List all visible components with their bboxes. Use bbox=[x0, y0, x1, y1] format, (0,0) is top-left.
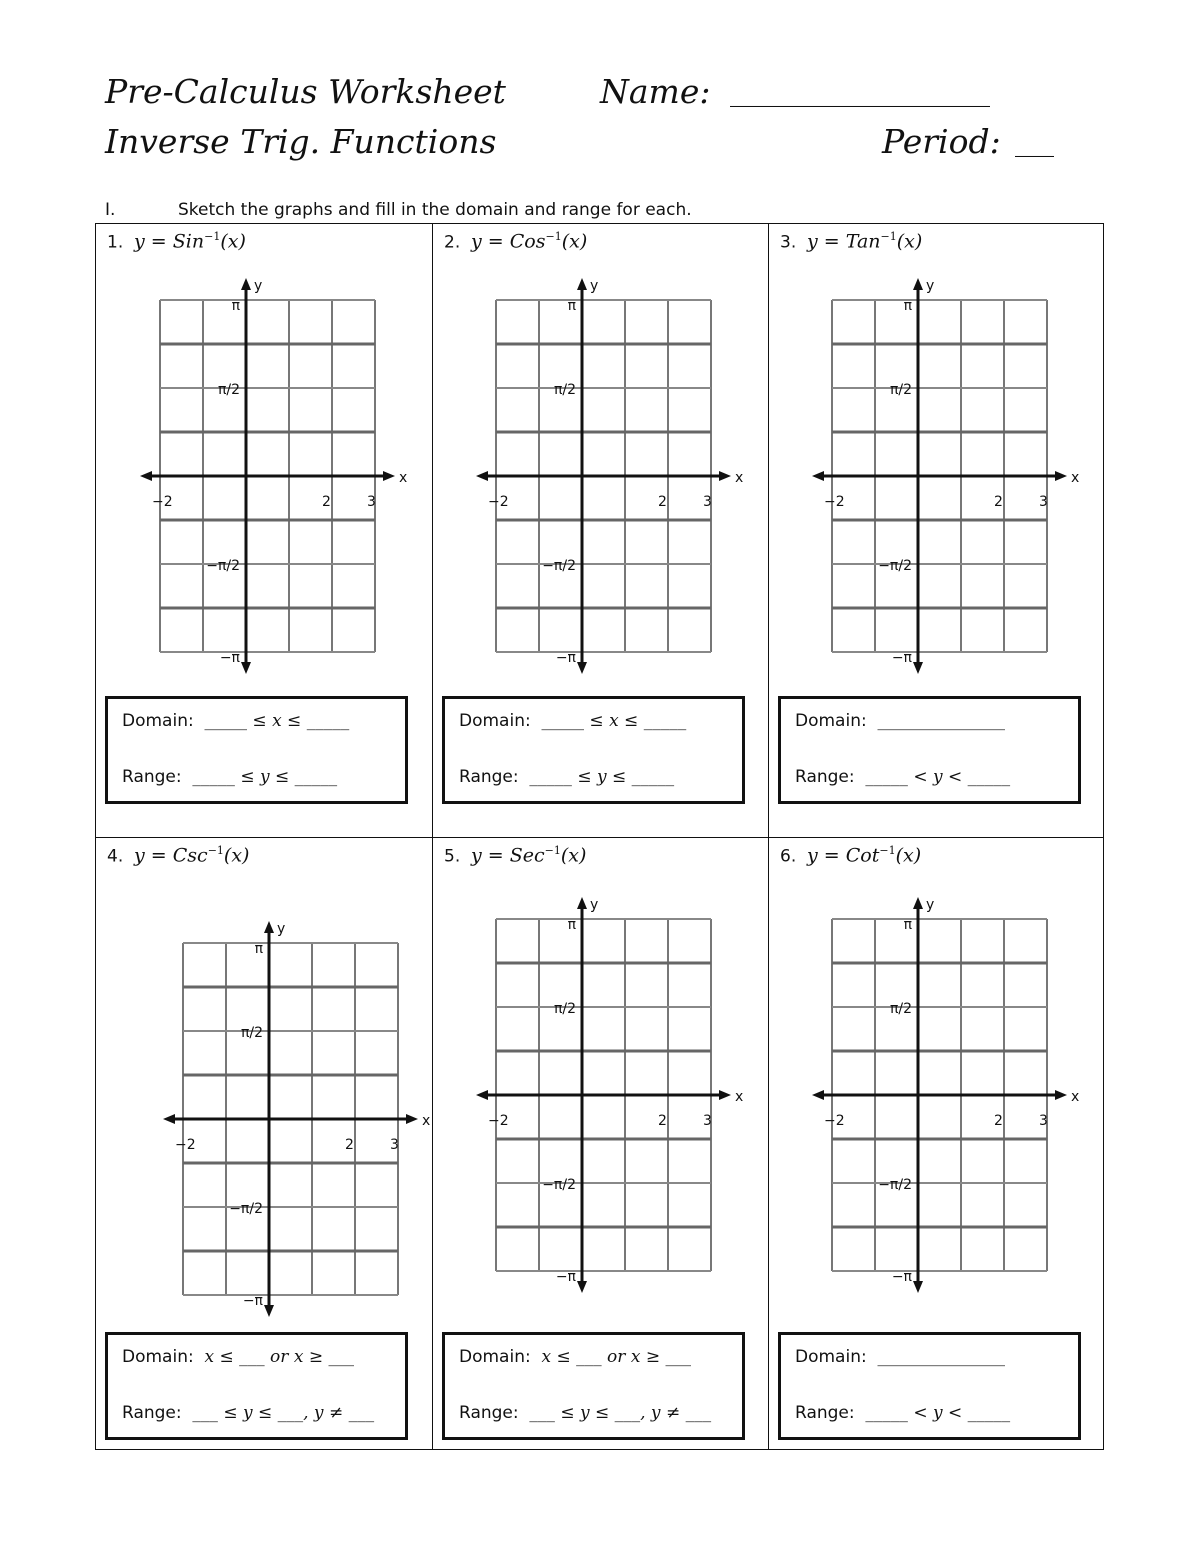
range-row bbox=[122, 1403, 374, 1423]
domain-range-box[interactable] bbox=[778, 1332, 1081, 1440]
x-axis-label: x bbox=[1071, 470, 1080, 486]
x-axis-arrow-left bbox=[812, 471, 824, 481]
range-label: Range: bbox=[795, 1403, 866, 1423]
problem-label bbox=[107, 844, 249, 866]
function-name: Sin bbox=[172, 230, 205, 253]
function-prefix: y = bbox=[807, 844, 846, 867]
range-label: Range: bbox=[122, 1403, 193, 1423]
y-tick-label: −π/2 bbox=[878, 558, 912, 574]
y-axis-arrow-down bbox=[241, 662, 251, 674]
y-tick-label: π/2 bbox=[553, 382, 576, 398]
y-axis-arrow-down bbox=[577, 662, 587, 674]
x-axis-arrow-right bbox=[1055, 1090, 1067, 1100]
y-tick-label: −π bbox=[242, 1293, 263, 1309]
coordinate-grid[interactable] bbox=[802, 270, 1097, 682]
x-tick-label: −2 bbox=[824, 1113, 845, 1129]
domain-row bbox=[459, 711, 686, 731]
function-name: Cos bbox=[509, 230, 546, 253]
range-row bbox=[459, 767, 674, 787]
x-tick-label: 2 bbox=[994, 494, 1003, 510]
problem-label bbox=[444, 230, 587, 252]
x-axis-arrow-left bbox=[140, 471, 152, 481]
problem-cell-5 bbox=[432, 837, 768, 1449]
domain-row bbox=[795, 1347, 1005, 1367]
x-axis-arrow-left bbox=[476, 1090, 488, 1100]
x-axis-arrow-right bbox=[383, 471, 395, 481]
range-expression[interactable]: _____ < y < _____ bbox=[865, 1403, 1011, 1423]
inverse-superscript: −1 bbox=[544, 844, 561, 857]
y-tick-label: π bbox=[903, 298, 912, 314]
y-tick-label: −π/2 bbox=[542, 558, 576, 574]
function-argument: (x) bbox=[561, 230, 588, 253]
y-axis-label: y bbox=[926, 897, 935, 913]
y-axis-arrow-up bbox=[913, 897, 923, 909]
x-tick-label: 2 bbox=[994, 1113, 1003, 1129]
domain-expression[interactable]: _____ ≤ x ≤ _____ bbox=[204, 711, 350, 731]
function-prefix: y = bbox=[807, 230, 846, 253]
domain-expression[interactable]: x ≤ ___ or x ≥ ___ bbox=[541, 1347, 691, 1367]
domain-range-box[interactable] bbox=[105, 1332, 408, 1440]
domain-label: Domain: bbox=[459, 711, 542, 731]
function-argument: (x) bbox=[895, 844, 922, 867]
instructions-text: Sketch the graphs and fill in the domain and range for each. bbox=[178, 200, 692, 220]
function-prefix: y = bbox=[134, 230, 173, 253]
domain-label: Domain: bbox=[795, 711, 878, 731]
range-row bbox=[459, 1403, 711, 1423]
range-label: Range: bbox=[459, 767, 530, 787]
inverse-superscript: −1 bbox=[204, 230, 221, 243]
y-axis-label: y bbox=[590, 897, 599, 913]
y-axis-arrow-up bbox=[577, 278, 587, 290]
function-prefix: y = bbox=[134, 844, 173, 867]
problem-cell-6 bbox=[768, 837, 1103, 1449]
worksheet-subtitle: Inverse Trig. Functions bbox=[105, 122, 497, 161]
y-tick-label: π bbox=[567, 298, 576, 314]
function-argument: (x) bbox=[560, 844, 587, 867]
problem-label bbox=[444, 844, 586, 866]
y-axis-label: y bbox=[926, 278, 935, 294]
x-tick-label: −2 bbox=[824, 494, 845, 510]
domain-label: Domain: bbox=[122, 1347, 205, 1367]
x-tick-label: 3 bbox=[367, 494, 376, 510]
domain-expression[interactable]: _______________ bbox=[877, 1347, 1006, 1367]
range-expression[interactable]: ___ ≤ y ≤ ___, y ≠ ___ bbox=[192, 1403, 375, 1423]
y-tick-label: π bbox=[567, 917, 576, 933]
y-tick-label: π bbox=[254, 941, 263, 957]
x-axis-label: x bbox=[399, 470, 408, 486]
y-axis-arrow-up bbox=[577, 897, 587, 909]
period-blank[interactable]: ___ bbox=[1015, 128, 1054, 158]
problem-label bbox=[780, 844, 921, 866]
problem-number: 3. bbox=[780, 232, 808, 253]
x-axis-label: x bbox=[735, 1089, 744, 1105]
problem-number: 4. bbox=[107, 846, 135, 867]
problem-number: 6. bbox=[780, 846, 808, 867]
domain-expression[interactable]: _____ ≤ x ≤ _____ bbox=[541, 711, 687, 731]
y-tick-label: −π/2 bbox=[229, 1201, 263, 1217]
range-row bbox=[795, 1403, 1010, 1423]
domain-row bbox=[795, 711, 1005, 731]
y-tick-label: π/2 bbox=[889, 382, 912, 398]
domain-row bbox=[122, 1347, 354, 1367]
y-tick-label: −π/2 bbox=[878, 1177, 912, 1193]
range-label: Range: bbox=[122, 767, 193, 787]
y-tick-label: −π/2 bbox=[206, 558, 240, 574]
problem-cell-4 bbox=[96, 837, 432, 1449]
coordinate-grid[interactable] bbox=[466, 270, 761, 682]
y-axis-arrow-up bbox=[241, 278, 251, 290]
y-axis-label: y bbox=[254, 278, 263, 294]
function-prefix: y = bbox=[471, 230, 510, 253]
domain-row bbox=[122, 711, 349, 731]
y-tick-label: −π bbox=[555, 650, 576, 666]
domain-range-box[interactable] bbox=[105, 696, 408, 804]
y-tick-label: −π bbox=[891, 1269, 912, 1285]
y-axis-arrow-up bbox=[913, 278, 923, 290]
x-tick-label: 2 bbox=[658, 1113, 667, 1129]
range-expression[interactable]: _____ < y < _____ bbox=[865, 767, 1011, 787]
x-axis-arrow-left bbox=[476, 471, 488, 481]
domain-range-box[interactable] bbox=[442, 696, 745, 804]
function-name: Tan bbox=[845, 230, 881, 253]
function-prefix: y = bbox=[471, 844, 510, 867]
range-expression[interactable]: _____ ≤ y ≤ _____ bbox=[529, 767, 675, 787]
function-name: Csc bbox=[172, 844, 208, 867]
x-tick-label: −2 bbox=[488, 1113, 509, 1129]
x-axis-label: x bbox=[1071, 1089, 1080, 1105]
domain-range-box[interactable] bbox=[778, 696, 1081, 804]
problems-table bbox=[95, 223, 1104, 1450]
y-tick-label: π/2 bbox=[217, 382, 240, 398]
domain-label: Domain: bbox=[459, 1347, 542, 1367]
domain-row bbox=[459, 1347, 691, 1367]
x-tick-label: 3 bbox=[390, 1137, 399, 1153]
y-tick-label: π/2 bbox=[240, 1025, 263, 1041]
x-tick-label: 3 bbox=[703, 1113, 712, 1129]
domain-range-box[interactable] bbox=[442, 1332, 745, 1440]
problem-number: 1. bbox=[107, 232, 135, 253]
y-tick-label: π/2 bbox=[553, 1001, 576, 1017]
section-number: I. bbox=[105, 200, 116, 220]
x-tick-label: 3 bbox=[703, 494, 712, 510]
y-axis-arrow-down bbox=[264, 1305, 274, 1317]
period-label: Period: bbox=[882, 122, 1001, 161]
coordinate-grid[interactable] bbox=[130, 270, 425, 682]
x-axis-arrow-right bbox=[1055, 471, 1067, 481]
y-axis-arrow-up bbox=[264, 921, 274, 933]
range-row bbox=[122, 767, 337, 787]
y-tick-label: −π bbox=[555, 1269, 576, 1285]
range-expression[interactable]: _____ ≤ y ≤ _____ bbox=[192, 767, 338, 787]
y-tick-label: π bbox=[231, 298, 240, 314]
y-axis-label: y bbox=[277, 921, 286, 937]
worksheet-title: Pre-Calculus Worksheet bbox=[105, 72, 506, 111]
problem-cell-3 bbox=[768, 224, 1103, 837]
x-tick-label: 3 bbox=[1039, 1113, 1048, 1129]
y-tick-label: −π/2 bbox=[542, 1177, 576, 1193]
x-axis-arrow-right bbox=[719, 471, 731, 481]
coordinate-grid[interactable] bbox=[466, 889, 761, 1301]
y-axis-arrow-down bbox=[913, 662, 923, 674]
coordinate-grid[interactable] bbox=[153, 913, 448, 1325]
range-label: Range: bbox=[459, 1403, 530, 1423]
y-tick-label: −π bbox=[219, 650, 240, 666]
x-tick-label: −2 bbox=[175, 1137, 196, 1153]
function-name: Cot bbox=[845, 844, 880, 867]
problem-cell-1 bbox=[96, 224, 432, 837]
problem-number: 2. bbox=[444, 232, 472, 253]
x-tick-label: 2 bbox=[345, 1137, 354, 1153]
y-tick-label: π/2 bbox=[889, 1001, 912, 1017]
domain-expression[interactable]: _______________ bbox=[877, 711, 1006, 731]
x-tick-label: −2 bbox=[152, 494, 173, 510]
x-tick-label: 2 bbox=[658, 494, 667, 510]
y-axis-arrow-down bbox=[577, 1281, 587, 1293]
name-label: Name: bbox=[600, 72, 711, 111]
y-tick-label: −π bbox=[891, 650, 912, 666]
y-axis-arrow-down bbox=[913, 1281, 923, 1293]
function-argument: (x) bbox=[223, 844, 250, 867]
problem-cell-2 bbox=[432, 224, 768, 837]
inverse-superscript: −1 bbox=[207, 844, 224, 857]
name-blank[interactable]: ____________________ bbox=[730, 78, 990, 108]
problem-label bbox=[780, 230, 922, 252]
coordinate-grid[interactable] bbox=[802, 889, 1097, 1301]
x-tick-label: 2 bbox=[322, 494, 331, 510]
domain-expression[interactable]: x ≤ ___ or x ≥ ___ bbox=[204, 1347, 354, 1367]
x-axis-arrow-left bbox=[163, 1114, 175, 1124]
inverse-superscript: −1 bbox=[879, 844, 896, 857]
range-label: Range: bbox=[795, 767, 866, 787]
problem-label bbox=[107, 230, 246, 252]
y-tick-label: π bbox=[903, 917, 912, 933]
domain-label: Domain: bbox=[122, 711, 205, 731]
problem-number: 5. bbox=[444, 846, 472, 867]
domain-label: Domain: bbox=[795, 1347, 878, 1367]
x-axis-arrow-right bbox=[406, 1114, 418, 1124]
inverse-superscript: −1 bbox=[545, 230, 562, 243]
x-axis-label: x bbox=[735, 470, 744, 486]
inverse-superscript: −1 bbox=[880, 230, 897, 243]
x-axis-arrow-left bbox=[812, 1090, 824, 1100]
x-axis-label: x bbox=[422, 1113, 431, 1129]
x-tick-label: −2 bbox=[488, 494, 509, 510]
range-expression[interactable]: ___ ≤ y ≤ ___, y ≠ ___ bbox=[529, 1403, 712, 1423]
range-row bbox=[795, 767, 1010, 787]
function-argument: (x) bbox=[896, 230, 923, 253]
x-tick-label: 3 bbox=[1039, 494, 1048, 510]
y-axis-label: y bbox=[590, 278, 599, 294]
function-argument: (x) bbox=[220, 230, 246, 253]
function-name: Sec bbox=[509, 844, 545, 867]
x-axis-arrow-right bbox=[719, 1090, 731, 1100]
